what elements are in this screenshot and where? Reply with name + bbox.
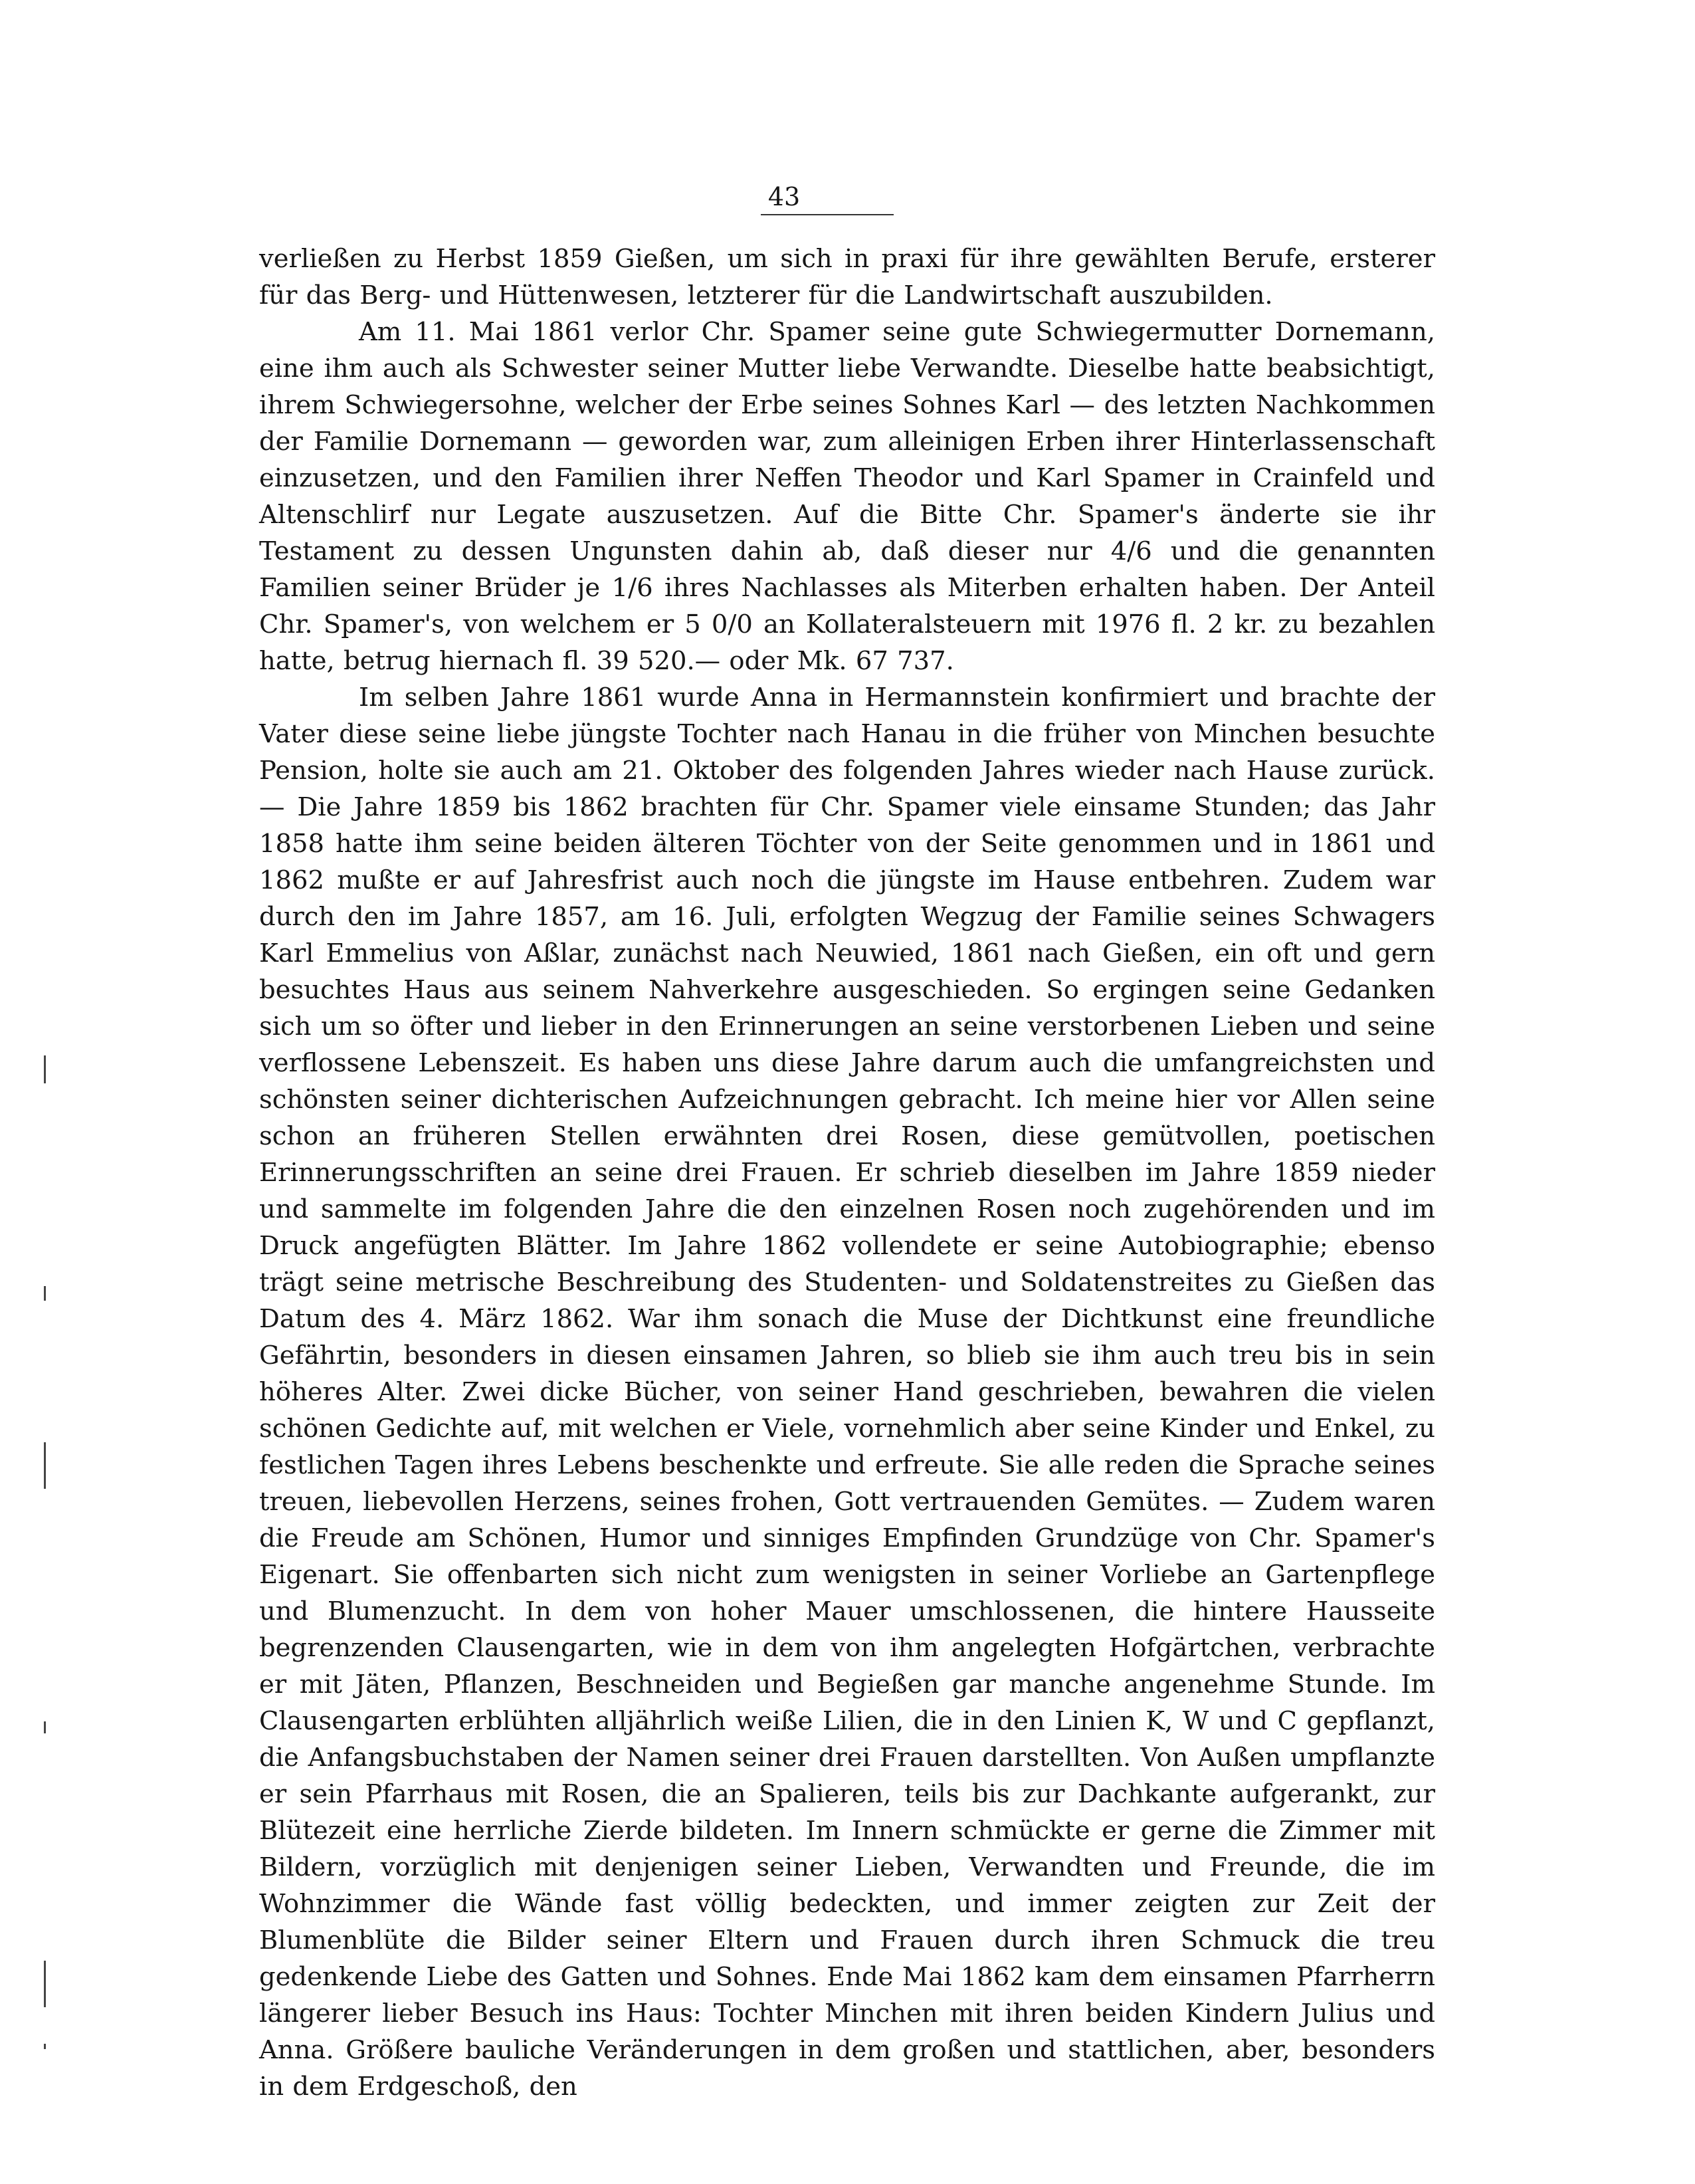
- page-number-rule: [761, 214, 894, 215]
- paragraph-inheritance: Am 11. Mai 1861 verlor Chr. Spamer seine gute Schwiegermutter Dornemann, eine ihm auch als Schwester seiner Mutter liebe Verwandte. Dieselbe hatte beabsichtigt, ihrem Schwiegersohne, welcher der Erbe seines Sohnes Karl — des letzten Nachkommen der Familie Dornemann — geworden war, zum alleinigen Erben ihrer Hinterlassenschaft einzusetzen, und den Familien ihrer Neffen Theodor und Karl Spamer in Crainfeld und Altenschlirf nur Legate auszusetzen. Auf die Bitte Chr. Spamer's änderte sie ihr Testament zu dessen Ungunsten dahin ab, daß dieser nur 4/6 und die genannten Familien seiner Brüder je 1/6 ihres Nachlasses als Miterben erhalten haben. Der Anteil Chr. Spamer's, von welchem er 5 0/0 an Kollateralsteuern mit 1976 fl. 2 kr. zu bezahlen hatte, betrug hiernach fl. 39 520.— oder Mk. 67 737.: [259, 317, 1435, 676]
- page-number: 43: [767, 182, 801, 211]
- margin-mark: [44, 1961, 46, 2007]
- paragraph-lonely-years: Im selben Jahre 1861 wurde Anna in Hermannstein konfirmiert und brachte der Vater diese seine liebe jüngste Tochter nach Hanau in die früher von Minchen besuchte Pension, holte sie auch am 21. Oktober des folgenden Jahres wieder nach Hause zurück. — Die Jahre 1859 bis 1862 brachten für Chr. Spamer viele einsame Stunden; das Jahr 1858 hatte ihm seine beiden älteren Töchter von der Seite genommen und in 1861 und 1862 mußte er auf Jahresfrist auch noch die jüngste im Hause entbehren. Zudem war durch den im Jahre 1857, am 16. Juli, erfolgten Wegzug der Familie seines Schwagers Karl Emmelius von Aßlar, zunächst nach Neuwied, 1861 nach Gießen, ein oft und gern besuchtes Haus aus seinem Nahverkehre ausgeschieden. So ergingen seine Gedanken sich um so öfter und lieber in den Erinnerungen an seine verstorbenen Lieben und seine verflossene Lebenszeit. Es haben uns diese Jahre darum auch die umfangreichsten und schönsten seiner dichterischen Aufzeichnungen gebracht. Ich meine hier vor Allen seine schon an früheren Stellen erwähnten drei Rosen, diese gemütvollen, poetischen Erinnerungsschriften an seine drei Frauen. Er schrieb dieselben im Jahre 1859 nieder und sammelte im folgenden Jahre die den einzelnen Rosen noch zugehörenden und im Druck angefügten Blätter. Im Jahre 1862 vollendete er seine Autobiographie; ebenso trägt seine metrische Beschreibung des Studenten- und Soldatenstreites zu Gießen das Datum des 4. März 1862. War ihm sonach die Muse der Dichtkunst eine freundliche Gefährtin, besonders in diesen einsamen Jahren, so blieb sie ihm auch treu bis in sein höheres Alter. Zwei dicke Bücher, von seiner Hand geschrieben, bewahren die vielen schönen Gedichte auf, mit welchen er Viele, vornehmlich aber seine Kinder und Enkel, zu festlichen Tagen ihres Lebens beschenkte und erfreute. Sie alle reden die Sprache seines treuen, liebevollen Herzens, seines frohen, Gott vertrauenden Gemütes. — Zudem waren die Freude am Schönen, Humor und sinniges Empfinden Grundzüge von Chr. Spamer's Eigenart. Sie offenbarten sich nicht zum wenigsten in seiner Vorliebe an Gartenpflege und Blumenzucht. In dem von hoher Mauer umschlossenen, die hintere Hausseite begrenzenden Clausengarten, wie in dem von ihm angelegten Hofgärtchen, verbrachte er mit Jäten, Pflanzen, Beschneiden und Begießen gar manche angenehme Stunde. Im Clausengarten erblühten alljährlich weiße Lilien, die in den Linien K, W und C gepflanzt, die Anfangsbuchstaben der Namen seiner drei Frauen darstellten. Von Außen umpflanzte er sein Pfarrhaus mit Rosen, die an Spalieren, teils bis zur Dachkante aufgerankt, zur Blütezeit eine herrliche Zierde bildeten. Im Innern schmückte er gerne die Zimmer mit Bildern, vorzüglich mit denjenigen seiner Lieben, Verwandten und Freunde, die im Wohnzimmer die Wände fast völlig bedeckten, und immer zeigten zur Zeit der Blumenblüte die Bilder seiner Eltern und Frauen durch ihren Schmuck die treu gedenkende Liebe des Gatten und Sohnes. Ende Mai 1862 kam dem einsamen Pfarrherrn längerer lieber Besuch ins Haus: Tochter Minchen mit ihren beiden Kindern Julius und Anna. Größere bauliche Veränderungen in dem großen und stattlichen, aber, besonders in dem Erdgeschoß, den: [259, 683, 1435, 2102]
- margin-mark: [44, 1721, 46, 1733]
- paragraph-continuation: verließen zu Herbst 1859 Gießen, um sich in praxi für ihre gewählten Berufe, ersterer für das Berg- und Hüttenwesen, letzterer für die Landwirtschaft auszubilden.: [259, 244, 1435, 310]
- margin-mark: [44, 1286, 46, 1301]
- margin-mark: [44, 2044, 46, 2049]
- margin-mark: [44, 1442, 46, 1489]
- body-text: [259, 241, 1435, 2105]
- margin-mark: [44, 1055, 46, 1083]
